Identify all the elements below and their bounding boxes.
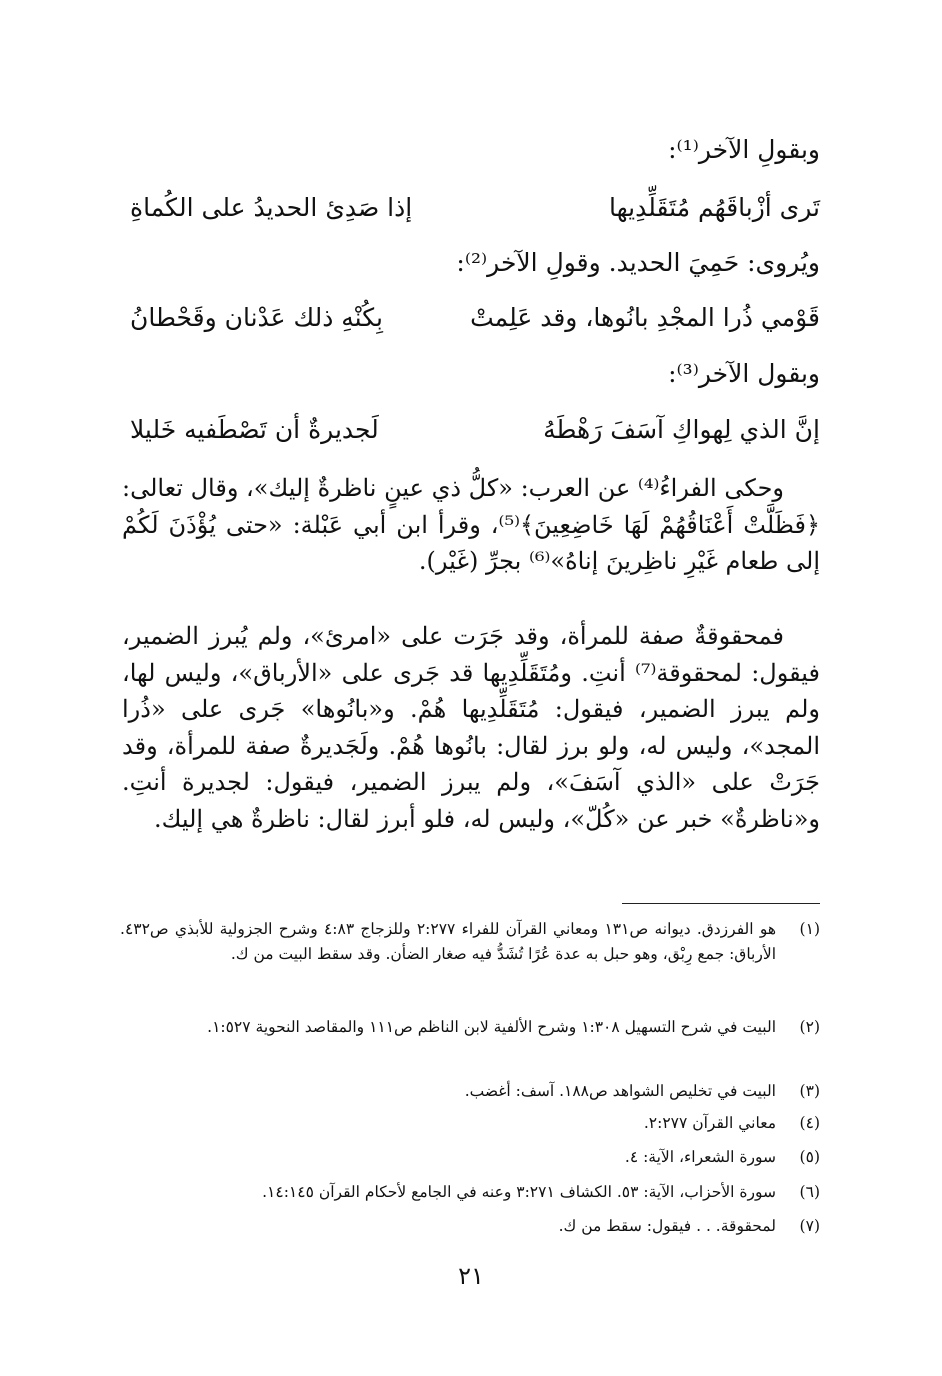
- footnote-number: (٤): [799, 1114, 820, 1132]
- footnote-number: (٦): [799, 1183, 820, 1201]
- paragraph-2-text: فمحقوقةٌ صفة للمرأة، وقد جَرَت على «امرئ»، ولم يُبرز الضمير، فيقول: لمحقوقة⁽⁷⁾ أنتِ. ومُتَقَلِّدِيها قد جَرى على «الأرباق»، وليس لها، ولم يبرز الضمير، فيقول: مُتَقَلِّدِيها هُمْ. و«بانُوها» جَرى على «ذُرا المجد»، وليس له، ولو برز لقال: بانُوها هُمْ. ولَجَديرةٌ صفة للمرأة، وقد جَرَتْ على «الذي آسَفَ»، ولم يبرز الضمير، فيقول: لجديرة أنتِ. و«ناظرةٌ» خبر عن «كُلّ»، وليس له، فلو أبرز لقال: ناظرةٌ هي إليك.: [122, 622, 820, 833]
- footnote-text: سورة الشعراء، الآية: ٤.: [624, 1148, 776, 1166]
- paragraph-1-text: وحكى الفراءُ⁽⁴⁾ عن العرب: «كلُّ ذي عينٍ ناظرةٌ إليك»، وقال تعالى: ﴿فَظَلَّتْ أَعْنَاقُهُمْ لَهَا خَاضِعِينَ﴾⁽⁵⁾، وقرأ ابن أبي عَبْلة: «حتى يُؤْذَنَ لَكُمْ إلى طعام غَيْرِ ناظِرينَ إناهُ»⁽⁶⁾ بجرِّ (غَيْر).: [122, 474, 821, 575]
- footnote-number: (٣): [799, 1082, 820, 1100]
- verse-2: [130, 300, 820, 336]
- verse-3-second-hemistich: لَجديرةٌ أن تَصْطَفيه خَليلا: [130, 415, 379, 444]
- verse-3-first-hemistich: إنَّ الذي لِهواكِ آسَفَ رَهْطَهُ: [543, 415, 820, 444]
- intro-line-3: وبقول الآخر⁽³⁾:: [668, 359, 820, 388]
- footnote-number: (٥): [799, 1148, 820, 1166]
- footnote-separator: [622, 903, 820, 904]
- verse-1-first-hemistich: تَرى أزْباقَهُم مُتَقَلِّدِيها: [609, 193, 820, 222]
- page-number: ٢١: [458, 1262, 484, 1290]
- verse-1: [130, 190, 820, 226]
- footnote-3: [120, 1079, 820, 1104]
- footnote-number: (١): [799, 920, 820, 938]
- footnote-text: البيت في شرح التسهيل ١:٣٠٨ وشرح الألفية لابن الناظم ص١١١ والمقاصد النحوية ١:٥٢٧.: [207, 1018, 776, 1036]
- paragraph-2: [122, 618, 820, 837]
- footnote-text: هو الفرزدق. ديوانه ص١٣١ ومعاني القرآن للفراء ٢:٢٧٧ وللزجاج ٤:٨٣ وشرح الجزولية للأبذي ص٤٣٢. الأرباق: جمع رِبْق، وهو حبل به عدة عُرًا تُشَدُّ فيه صغار الضأن. وقد سقط البيت من ك.: [120, 920, 777, 963]
- footnote-text: لمحقوقة. . . فيقول: سقط من ك.: [558, 1217, 776, 1235]
- footnote-text: البيت في تخليص الشواهد ص١٨٨. آسف: أغضب.: [464, 1082, 776, 1100]
- footnote-2: [120, 1015, 820, 1040]
- verse-3: [130, 412, 820, 448]
- footnote-6: [120, 1180, 820, 1205]
- footnote-4: [120, 1111, 820, 1136]
- verse-1-second-hemistich: إذا صَدِئ الحديدُ على الكُماةِ: [130, 193, 413, 222]
- footnote-7: [120, 1214, 820, 1239]
- footnote-text: سورة الأحزاب، الآية: ٥٣. الكشاف ٣:٢٧١ وعنه في الجامع لأحكام القرآن ١٤:١٤٥.: [262, 1183, 776, 1201]
- verse-2-first-hemistich: قَوْمي ذُرا المجْدِ بانُوها، وقد عَلِمتْ: [470, 303, 820, 332]
- footnote-number: (٢): [799, 1018, 820, 1036]
- footnote-number: (٧): [799, 1217, 820, 1235]
- verse-2-second-hemistich: بِكُنْهِ ذلك عَدْنان وقَحْطانُ: [130, 303, 383, 332]
- footnote-1: [120, 917, 820, 967]
- intro-line-1: وبقولِ الآخر⁽¹⁾:: [668, 135, 820, 164]
- footnote-5: [120, 1145, 820, 1170]
- paragraph-1: [122, 470, 820, 580]
- intro-line-2: ويُروى: حَمِيَ الحديد. وقولِ الآخر⁽²⁾:: [456, 248, 820, 277]
- footnote-text: معاني القرآن ٢:٢٧٧.: [643, 1114, 776, 1132]
